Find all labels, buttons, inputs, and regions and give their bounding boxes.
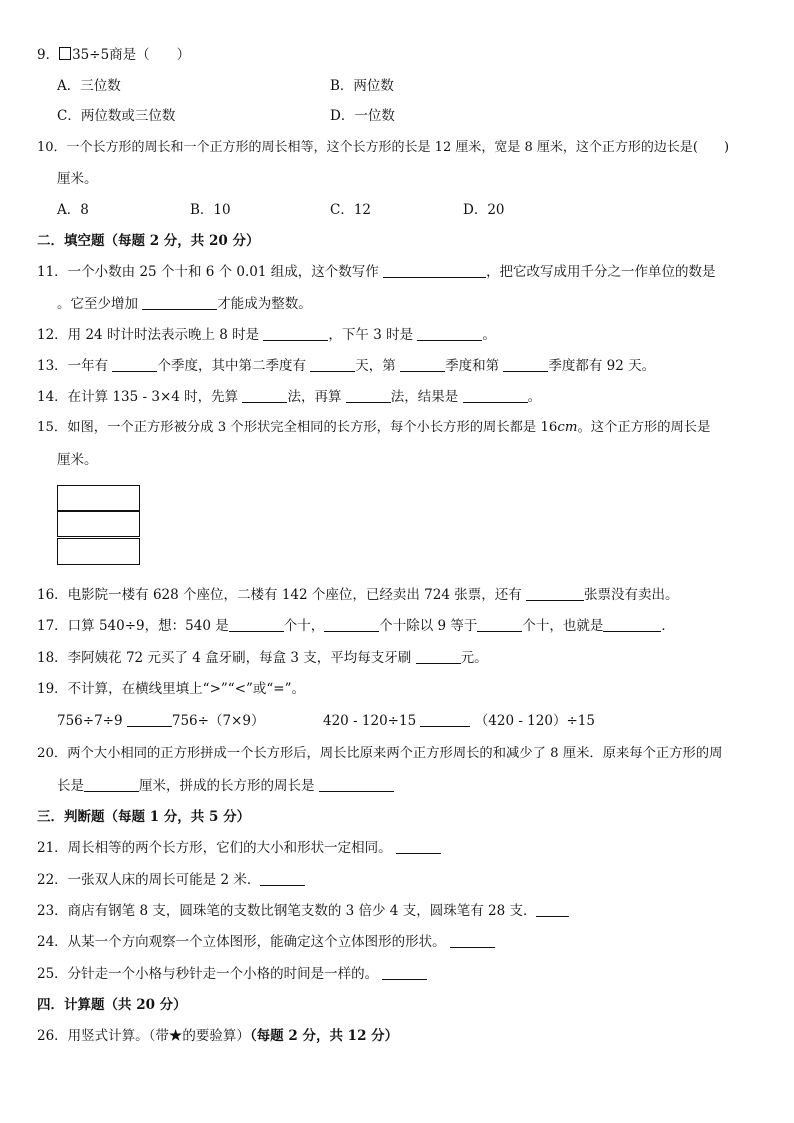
answer-blank[interactable] — [242, 388, 287, 403]
q13-line: 13．一年有 个季度，其中第二季度有 天，第 季度和第 季度都有 92 天。 — [37, 358, 656, 374]
q9-option-a: A．三位数 — [57, 78, 121, 94]
q20-line2: 长是 厘米，拼成的长方形的周长是 — [57, 776, 394, 796]
q19-compare-1: 756÷7÷9 756÷（7×9） — [57, 713, 265, 729]
section-4-heading: 四．计算题（共 20 分） — [37, 997, 187, 1013]
blank-box-icon — [59, 47, 71, 60]
q9-option-b: B．两位数 — [330, 78, 394, 94]
answer-blank[interactable] — [417, 326, 482, 341]
answer-blank[interactable] — [310, 357, 355, 372]
figure-rectangle-2 — [57, 511, 140, 537]
q16-line: 16．电影院一楼有 628 个座位，二楼有 142 个座位，已经卖出 724 张票，还有 张票没有卖出。 — [37, 587, 679, 603]
answer-blank[interactable] — [396, 839, 441, 854]
q22-line: 22．一张双人床的周长可能是 2 米． — [37, 870, 305, 890]
q9-option-d: D．一位数 — [330, 108, 395, 124]
answer-blank[interactable] — [416, 649, 461, 664]
q11-line1: 11．一个小数由 25 个十和 6 个 0.01 组成，这个数写作 ，把它改写成用千分之一作单位的数是 — [37, 264, 716, 280]
q14-line: 14．在计算 135 - 3×4 时，先算 法，再算 法，结果是 。 — [37, 389, 542, 405]
answer-blank[interactable] — [477, 617, 522, 632]
q18-line: 18．李阿姨花 72 元买了 4 盒牙刷，每盒 3 支，平均每支牙刷 元。 — [37, 650, 488, 666]
figure-rectangle-3 — [57, 538, 140, 565]
q10-option-b: B．10 — [190, 202, 231, 218]
section-2-heading: 二．填空题（每题 2 分，共 20 分） — [37, 233, 260, 249]
answer-blank[interactable] — [346, 388, 391, 403]
answer-blank[interactable] — [112, 357, 157, 372]
answer-blank[interactable] — [127, 712, 172, 727]
q9-option-c: C．两位数或三位数 — [57, 108, 176, 124]
answer-blank[interactable] — [526, 586, 584, 601]
q10-stem: 10．一个长方形的周长和一个正方形的周长相等，这个长方形的长是 12 厘米，宽是 8 厘米，这个正方形的边长是( ) — [37, 140, 730, 155]
q25-line: 25．分针走一个小格与秒针走一个小格的时间是一样的。 — [37, 964, 427, 984]
answer-blank[interactable] — [84, 777, 139, 792]
answer-blank[interactable] — [324, 617, 379, 632]
q10-option-c: C．12 — [330, 202, 372, 218]
q9-stem: 9． 35÷5商是（ ） — [37, 47, 191, 63]
figure-rectangle-1 — [57, 485, 140, 511]
answer-blank[interactable] — [450, 933, 495, 948]
q11-line2: 。它至少增加 才能成为整数。 — [57, 296, 312, 312]
q15-line1: 15．如图，一个正方形被分成 3 个形状完全相同的长方形，每个小长方形的周长都是 16cm。这个正方形的周长是 — [37, 420, 711, 435]
q23-line: 23．商店有钢笔 8 支，圆珠笔的支数比钢笔支数的 3 倍少 4 支，圆珠笔有 28 支． — [37, 901, 569, 921]
q12-line: 12．用 24 时计时法表示晚上 8 时是 ，下午 3 时是 。 — [37, 327, 496, 343]
q26-line: 26．用竖式计算。（带★的要验算）（每题 2 分，共 12 分） — [37, 1028, 399, 1044]
answer-blank[interactable] — [400, 357, 445, 372]
q19-compare-2: 420 - 120÷15 （420 - 120）÷15 — [323, 713, 595, 729]
q10-option-a: A．8 — [57, 202, 89, 218]
q19-stem: 19．不计算，在横线里填上“>”“<”或“=”。 — [37, 681, 306, 697]
q10-stem-cont: 厘米。 — [57, 171, 98, 187]
section-3-heading: 三．判断题（每题 1 分，共 5 分） — [37, 809, 251, 825]
answer-blank[interactable] — [463, 388, 528, 403]
q20-line1: 20．两个大小相同的正方形拼成一个长方形后，周长比原来两个正方形周长的和减少了 8 厘米．原来每个正方形的周 — [37, 746, 723, 761]
answer-blank[interactable] — [536, 902, 569, 917]
q24-line: 24．从某一个方向观察一个立体图形，能确定这个立体图形的形状。 — [37, 932, 495, 952]
answer-blank[interactable] — [383, 263, 486, 278]
answer-blank[interactable] — [603, 617, 661, 632]
answer-blank[interactable] — [420, 712, 470, 727]
answer-blank[interactable] — [503, 357, 548, 372]
answer-blank[interactable] — [263, 326, 328, 341]
q10-option-d: D．20 — [463, 202, 505, 218]
answer-blank[interactable] — [260, 871, 305, 886]
q17-line: 17．口算 540÷9，想：540 是 个十， 个十除以 9 等于 个十，也就是 ． — [37, 618, 675, 634]
answer-blank[interactable] — [319, 777, 394, 792]
answer-blank[interactable] — [382, 965, 427, 980]
answer-blank[interactable] — [142, 295, 217, 310]
q21-line: 21．周长相等的两个长方形，它们的大小和形状一定相同。 — [37, 838, 441, 858]
q15-line2: 厘米。 — [57, 452, 98, 468]
answer-blank[interactable] — [229, 617, 284, 632]
